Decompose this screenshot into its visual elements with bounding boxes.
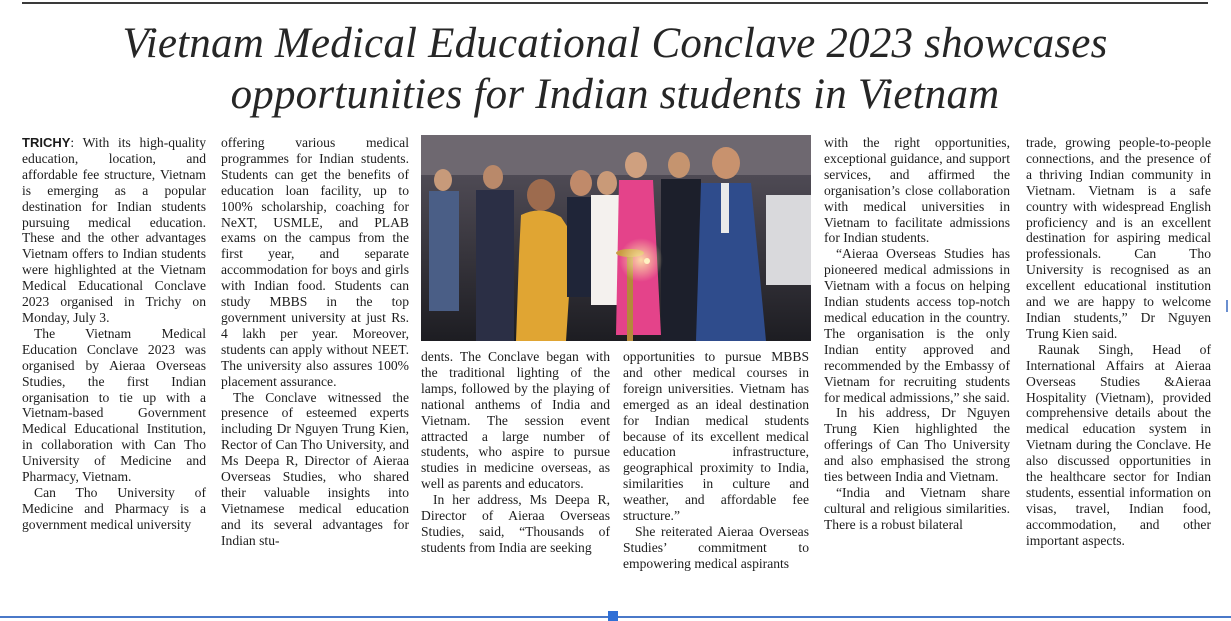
paragraph: opportunities to pursue MBBS and other medical courses in foreign universities. Vietnam has emerged as an ideal destination for Indian medical students because of its excellent medical education infrastructure, geographical proximity to India, similarities in culture and weather, and affordable fee structure.” xyxy=(623,349,809,524)
paragraph: “India and Vietnam share cultural and religious similarities. There is a robust bilateral xyxy=(824,484,1010,532)
top-rule xyxy=(22,2,1208,4)
dateline: TRICHY xyxy=(22,135,71,150)
selection-frame-right-marker xyxy=(1226,300,1228,312)
paragraph: Raunak Singh, Head of International Affairs at Aieraa Overseas Studies &Aieraa Hospitality (Vietnam), provided comprehensive details about the medical education system in Vietnam during the Conclave. He also discussed opportunities in the healthcare sector for Indian students, essential information on visas, travel, Indian food, accommodation, and other important aspects. xyxy=(1026,341,1211,548)
paragraph: The Vietnam Medical Education Conclave 2023 was organised by Aieraa Overseas Studies, the first Indian organisation to tie up with a Vietnam-based Government Medical Educational Institution, in collaboration with Can Tho University of Medicine and Pharmacy, Vietnam. xyxy=(22,325,206,485)
paragraph: offering various medical programmes for Indian students. Students can get the benefits of education loan facility, up to 100% scholarship, coaching for NeXT, USMLE, and PLAB exams on the campus from the first year, and separate accommodation for boys and girls with Indian food. Students can study MBBS in the top government university at just Rs. 4 lakh per year. Moreover, students can apply without NEET. The university also assures 100% placement assurance. xyxy=(221,135,409,389)
paragraph: The Conclave witnessed the presence of esteemed experts including Dr Nguyen Trung Kien, Rector of Can Tho University, and Ms Deepa R, Director of Aieraa Overseas Studies, who shared their valuable insights into Vietnamese medical education and its several advantages for Indian stu- xyxy=(221,389,409,548)
paragraph: trade, growing people-to-people connections, and the presence of a thriving Indian community in Vietnam. Vietnam is a safe country with widespread English proficiency and is an excellent destination for aspiring medical professionals. Can Tho University is recognised as an excellent educational institution and we are happy to welcome Indian students,” Dr Nguyen Trung Kien said. xyxy=(1026,135,1211,341)
paragraph: with the right opportunities, exceptional guidance, and support services, and affirmed the organisation’s close collaboration with medical universities in Vietnam to facilitate admissions for Indian students. xyxy=(824,135,1010,246)
article-column-3 xyxy=(421,349,610,556)
paragraph-text: : With its high-quality education, location, and affordable fee structure, Vietnam is emerging as a popular destination for Indian students pursuing medical education. These and the other advantages Vietnam offers to Indian students were highlighted at the Vietnam Medical Educational Conclave 2023 organised in Trichy on Monday, July 3. xyxy=(22,135,206,325)
resize-handle[interactable] xyxy=(608,611,618,621)
headline-line-1: Vietnam Medical Educational Conclave 2023 showcases xyxy=(122,20,1108,67)
headline xyxy=(22,18,1208,120)
article-column-4 xyxy=(623,349,809,572)
paragraph: She reiterated Aieraa Overseas Studies’ commitment to empowering medical aspirants xyxy=(623,523,809,571)
article-column-2 xyxy=(221,135,409,549)
paragraph xyxy=(22,135,206,326)
paragraph: In his address, Dr Nguyen Trung Kien highlighted the offerings of Can Tho University and also emphasised the strong ties between India and Vietnam. xyxy=(824,405,1010,485)
lamp-lighting-photo xyxy=(421,135,811,341)
headline-line-2: opportunities for Indian students in Vietnam xyxy=(230,71,1000,118)
article-column-6 xyxy=(1026,135,1211,549)
paragraph: dents. The Conclave began with the traditional lighting of the lamps, followed by the playing of national anthems of India and Vietnam. The session event attracted a large number of students, who aspire to pursue studies in medicine overseas, as well as parents and educators. xyxy=(421,349,610,492)
paragraph: “Aieraa Overseas Studies has pioneered medical admissions in Vietnam with a focus on helping Indian students access top-notch medical education in the country. The organisation is the only Indian entity approved and recommended by the Embassy of Vietnam for recruiting students for medical admissions,” she said. xyxy=(824,246,1010,405)
article-column-1 xyxy=(22,135,206,533)
event-photo xyxy=(421,135,811,341)
article-column-5 xyxy=(824,135,1010,533)
paragraph: In her address, Ms Deepa R, Director of Aieraa Overseas Studies, said, “Thousands of students from India are seeking xyxy=(421,492,610,555)
paragraph: Can Tho University of Medicine and Pharmacy is a government medical university xyxy=(22,484,206,532)
